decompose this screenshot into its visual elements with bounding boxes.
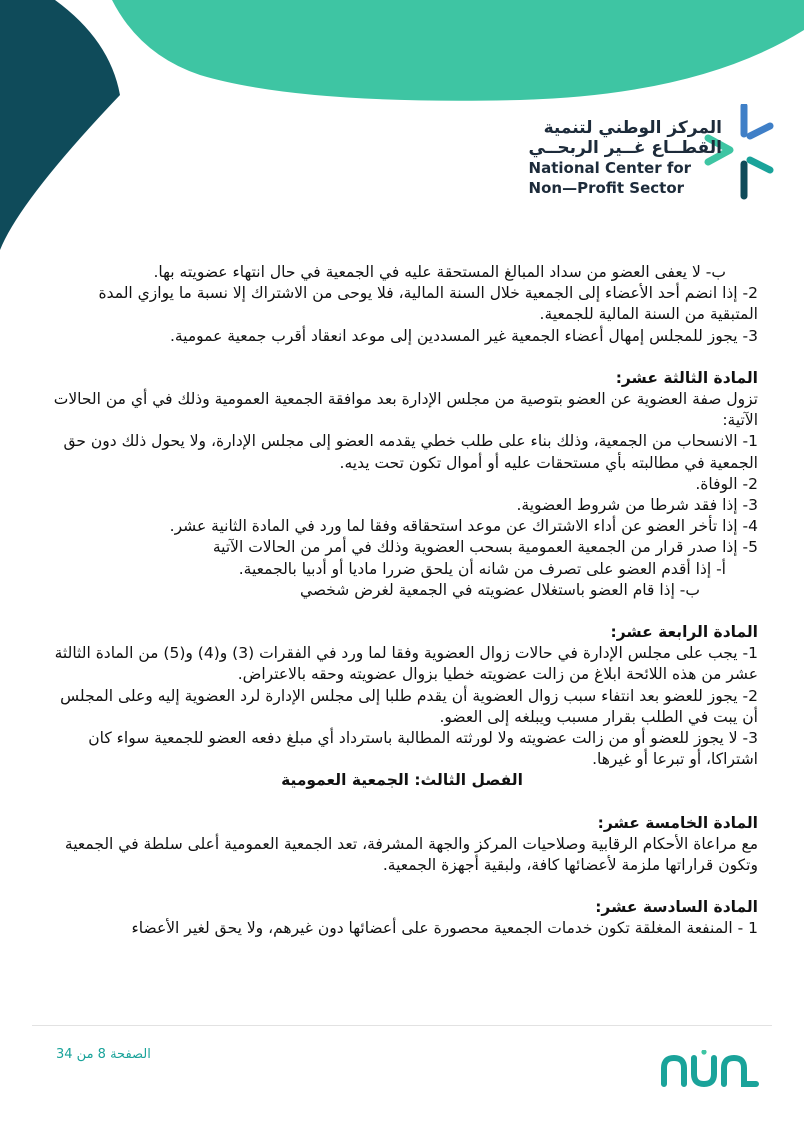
mint-wave-shape bbox=[112, 0, 804, 101]
org-name-ar-line1: المركز الوطني لتنمية bbox=[543, 118, 722, 138]
body-paragraph: مع مراعاة الأحكام الرقابية وصلاحيات المركز والجهة المشرفة، تعد الجمعية العمومية أعلى سلطة في الجمعية وتكون قراراتها ملزمة لأعضائها كافة، ولبقية أجهزة الجمعية. bbox=[64, 834, 758, 875]
spacer bbox=[46, 347, 758, 368]
spacer bbox=[46, 792, 758, 813]
body-paragraph: 3- يجوز للمجلس إمهال أعضاء الجمعية غير المسددين إلى موعد انعقاد أقرب جمعية عمومية. bbox=[169, 326, 758, 345]
article-heading: المادة الرابعة عشر: bbox=[610, 623, 758, 642]
org-name-en-line1: National Center for bbox=[528, 159, 692, 177]
body-paragraph: 3- إذا فقد شرطا من شروط العضوية. bbox=[516, 496, 758, 515]
article-heading: المادة الخامسة عشر: bbox=[597, 813, 758, 832]
chapter-title: الفصل الثالث: الجمعية العمومية bbox=[281, 771, 523, 790]
spacer bbox=[46, 601, 758, 622]
body-paragraph: أ- إذا أقدم العضو على تصرف من شانه أن يلحق ضررا ماديا أو أدبيا بالجمعية. bbox=[238, 559, 726, 578]
nuon-logo-icon bbox=[658, 1050, 762, 1090]
body-paragraph: 3- لا يجوز للعضو أو من زالت عضويته ولا لورثته المطالبة باسترداد أي مبلغ دفعه العضو للجمعية سواء كان اشتراكا، أو تبرعا أو غيرها. bbox=[88, 729, 758, 769]
body-paragraph: 2- يجوز للعضو بعد انتفاء سبب زوال العضوية أن يقدم طلبا إلى مجلس الإدارة لرد العضوية إليه وعلى المجلس أن يبت في الطلب بقرار مسبب ويبلغه إلى العضو. bbox=[60, 686, 758, 726]
body-paragraph: 5- إذا صدر قرار من الجمعية العمومية بسحب العضوية وذلك في أمر من الحالات الآتية bbox=[212, 538, 758, 557]
document-body bbox=[46, 262, 758, 940]
body-paragraph: 1- يجب على مجلس الإدارة في حالات زوال العضوية وفقا لما ورد في الفقرات (3) و(4) و(5) من المادة الثالثة عشر من هذه اللائحة ابلاغ من زالت عضويته خطيا بزوال عضويته وحقه بالاعتراض. bbox=[54, 644, 758, 684]
body-paragraph: 2- الوفاة. bbox=[695, 474, 758, 493]
body-paragraph: ب- لا يعفى العضو من سداد المبالغ المستحقة عليه في الجمعية في حال انتهاء عضويته بها. bbox=[153, 263, 726, 281]
org-logo-text bbox=[529, 118, 722, 198]
body-paragraph: 4- إذا تأخر العضو عن أداء الاشتراك عن موعد استحقاقه وفقا لما ورد في المادة الثانية عشر. bbox=[169, 517, 758, 536]
body-paragraph: تزول صفة العضوية عن العضو بتوصية من مجلس الإدارة بعد موافقة الجمعية العمومية وذلك في أي من الحالات الآتية: bbox=[53, 390, 758, 430]
footer-divider bbox=[32, 1025, 772, 1026]
org-name-ar-line2: القطــاع غــير الربحــي bbox=[528, 138, 722, 158]
article-heading: المادة السادسة عشر: bbox=[595, 898, 758, 917]
body-paragraph: 1 - المنفعة المغلقة تكون خدمات الجمعية محصورة على أعضائها دون غيرهم، ولا يحق لغير الأعضاء bbox=[131, 919, 758, 938]
dark-teal-shape bbox=[0, 0, 120, 250]
page-number: الصفحة 8 من 34 bbox=[56, 1047, 151, 1062]
body-paragraph: ب- إذا قام العضو باستغلال عضويته في الجمعية لغرض شخصي bbox=[299, 580, 700, 599]
body-paragraph: 2- إذا انضم أحد الأعضاء إلى الجمعية خلال السنة المالية، فلا يوحى من الاشتراك إلا نسبة ما يوازي المدة المتبقية من السنة المالية للجمعية. bbox=[98, 284, 758, 324]
body-paragraph: 1- الانسحاب من الجمعية، وذلك بناء على طلب خطي يقدمه العضو إلى مجلس الإدارة، ولا يحول ذلك دون حق الجمعية في مطالبته بأي مستحقات عليه أو أموال تكون تحت يديه. bbox=[63, 432, 758, 472]
org-name-en-line2: Non—Profit Sector bbox=[528, 179, 685, 197]
spacer bbox=[46, 876, 758, 897]
article-heading: المادة الثالثة عشر: bbox=[615, 368, 758, 387]
